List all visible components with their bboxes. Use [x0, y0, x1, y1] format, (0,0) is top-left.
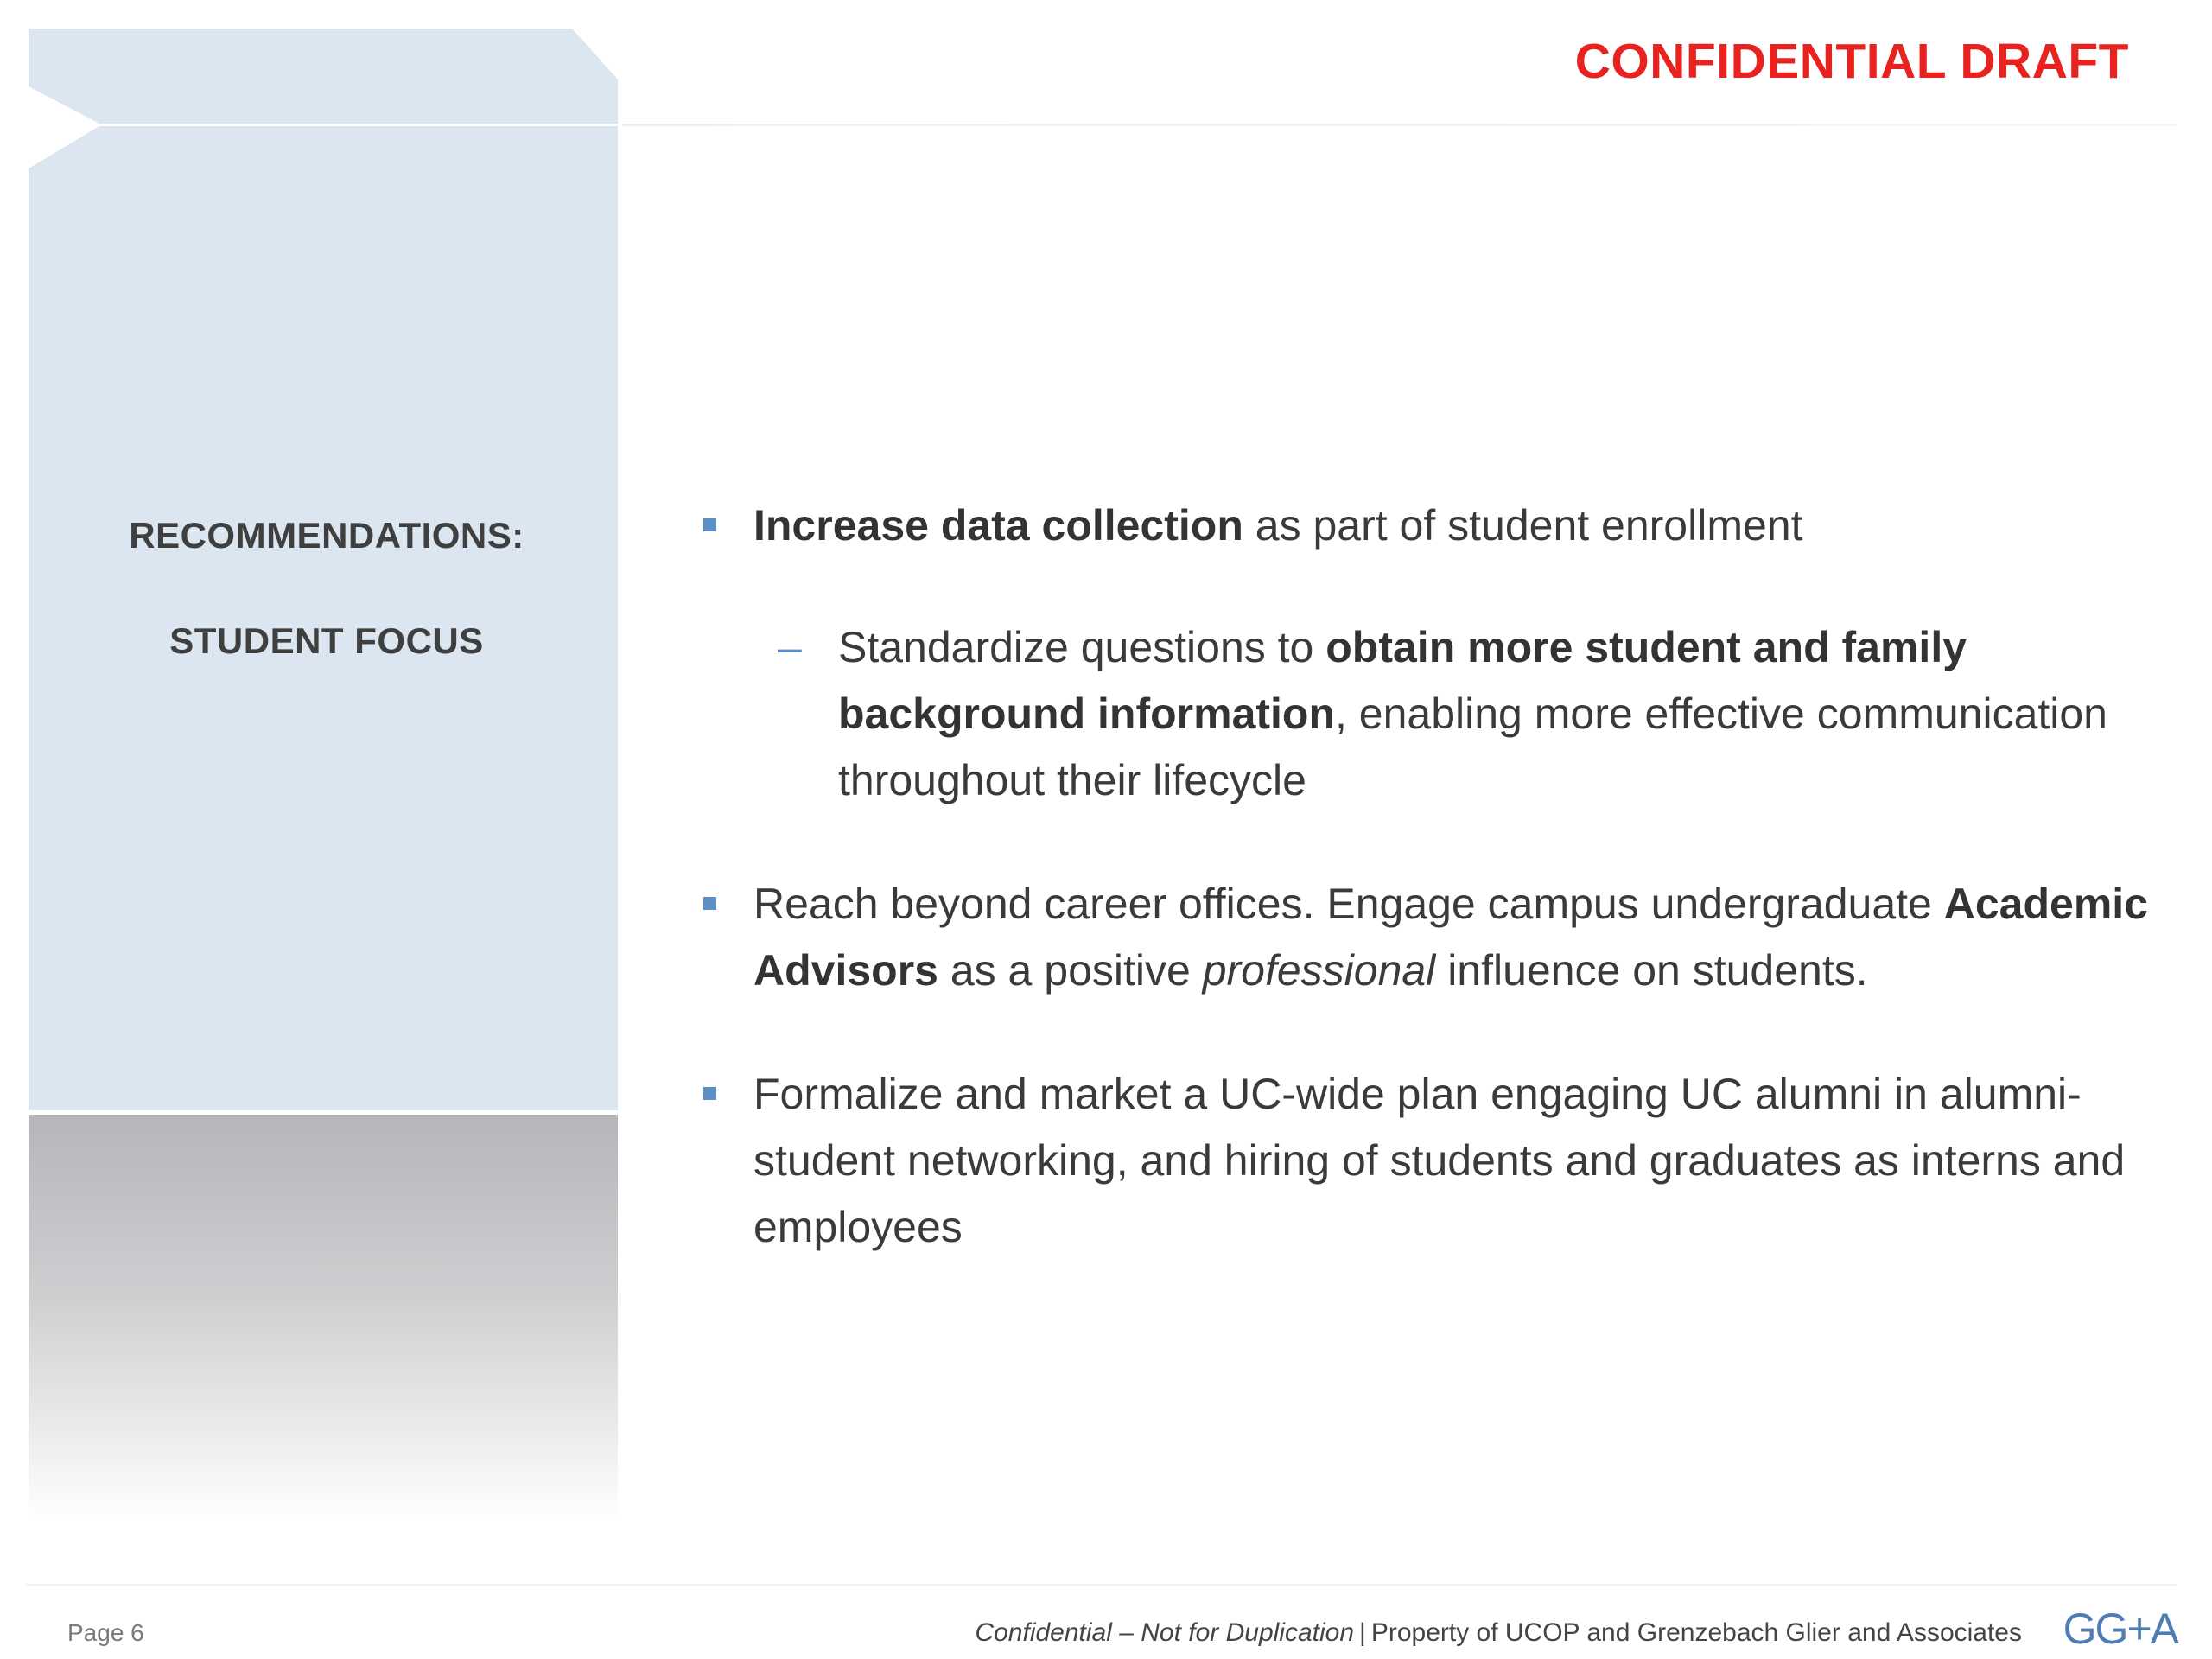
- bullet-data-collection: [691, 493, 2160, 559]
- confidential-draft-label: CONFIDENTIAL DRAFT: [1574, 34, 2129, 89]
- bullet2-pre: Reach beyond career offices. Engage campus undergraduate: [753, 880, 1944, 928]
- footer-divider: [26, 1584, 2177, 1586]
- sidebar-title-line2: STUDENT FOCUS: [169, 620, 484, 661]
- sub1-bold: obtain more student and family background information: [838, 623, 1967, 738]
- bullet2-bold: Academic Advisors: [753, 880, 2148, 995]
- square-bullet-icon: [703, 1087, 716, 1100]
- panel-main: [29, 126, 618, 1110]
- bullet-alumni-plan: [691, 1061, 2160, 1261]
- bullet1-bold: Increase data collection: [753, 501, 1243, 550]
- side-panel-graphic: [0, 0, 622, 1521]
- square-bullet-icon: [703, 897, 716, 910]
- bullet2-mid: as a positive: [938, 946, 1203, 995]
- recommendations-list: [691, 493, 2160, 1261]
- gga-logo: GG+A: [2063, 1605, 2177, 1653]
- page-number: Page 6: [67, 1619, 144, 1646]
- panel-lower-gradient: [29, 1115, 618, 1521]
- sub1-post: , enabling more effective communication throughout their lifecycle: [838, 690, 2107, 804]
- footer-confidential: Confidential – Not for Duplication: [975, 1618, 1355, 1647]
- sub-bullet-standardize: [691, 614, 2160, 814]
- side-panel: [0, 0, 622, 1521]
- footer-separator: |: [1359, 1618, 1366, 1647]
- sidebar-title-line1: RECOMMENDATIONS:: [129, 515, 524, 556]
- bullet-academic-advisors: [691, 871, 2160, 1004]
- header-divider: [622, 124, 2177, 126]
- bullet2-post: influence on students.: [1435, 946, 1868, 995]
- sub1-pre: Standardize questions to: [838, 623, 1326, 671]
- bullet3-text: Formalize and market a UC-wide plan engaging UC alumni in alumni-student networking, and hiring of students and graduates as interns and employees: [753, 1070, 2126, 1251]
- bullet1-text: as part of student enrollment: [1243, 501, 1803, 550]
- panel-top-tab: [29, 29, 618, 124]
- footer-notice: [975, 1618, 2022, 1648]
- square-bullet-icon: [703, 518, 716, 531]
- bullet2-italic: professional: [1202, 946, 1436, 995]
- dash-bullet-icon: –: [778, 623, 802, 671]
- footer-property: Property of UCOP and Grenzebach Glier and Associates: [1370, 1618, 2022, 1647]
